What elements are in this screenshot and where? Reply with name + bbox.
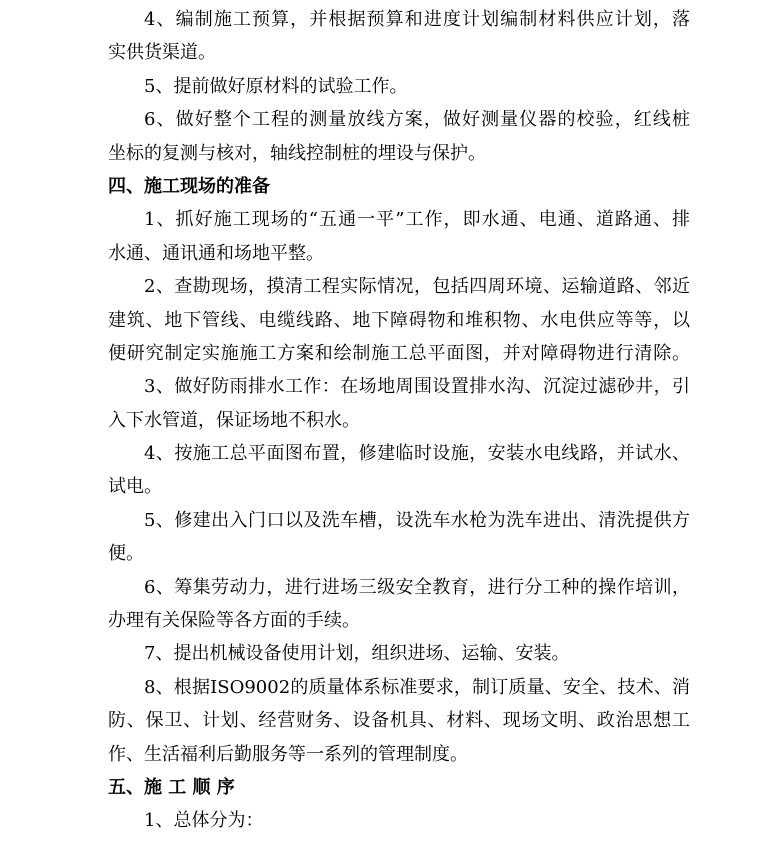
paragraph-line: 便研究制定实施施工方案和绘制施工总平面图，并对障碍物进行清除。 — [108, 342, 690, 364]
paragraph-line: 办理有关保险等各方面的手续。 — [108, 610, 360, 632]
paragraph-line: 作、生活福利后勤服务等一系列的管理制度。 — [108, 743, 468, 765]
document-body — [108, 3, 690, 838]
paragraph-line: 入下水管道，保证场地不积水。 — [108, 409, 360, 431]
paragraph-line: 1、总体分为： — [144, 810, 264, 832]
paragraph-line: 防、保卫、计划、经营财务、设备机具、材料、现场文明、政治思想工 — [108, 710, 690, 732]
paragraph-line: 2、查勘现场，摸清工程实际情况，包括四周环境、运输道路、邻近 — [144, 276, 690, 298]
paragraph-line: 坐标的复测与核对，轴线控制桩的埋设与保护。 — [108, 142, 486, 164]
paragraph-line: 1、抓好施工现场的“五通一平”工作，即水通、电通、道路通、排 — [144, 209, 690, 231]
paragraph-line: 建筑、地下管线、电缆线路、地下障碍物和堆积物、水电供应等等，以 — [108, 309, 690, 331]
paragraph-line: 6、做好整个工程的测量放线方案，做好测量仪器的校验，红线桩 — [144, 109, 690, 131]
paragraph-line: 8、根据ISO9002的质量体系标准要求，制订质量、安全、技术、消 — [144, 676, 690, 698]
paragraph-line: 试电。 — [108, 476, 162, 498]
paragraph-line: 实供货渠道。 — [108, 42, 216, 64]
paragraph-line: 5、修建出入门口以及洗车槽，设洗车水枪为洗车进出、清洗提供方 — [144, 509, 690, 531]
section-heading: 五、施 工 顺 序 — [108, 776, 235, 798]
paragraph-line: 便。 — [108, 543, 144, 565]
paragraph-line: 3、做好防雨排水工作：在场地周围设置排水沟、沉淀过滤砂井，引 — [144, 376, 690, 398]
paragraph-line: 水通、通讯通和场地平整。 — [108, 242, 324, 264]
paragraph-line: 4、按施工总平面图布置，修建临时设施，安装水电线路，并试水、 — [144, 443, 690, 465]
paragraph-line: 7、提出机械设备使用计划，组织进场、运输、安装。 — [144, 643, 570, 665]
paragraph-line: 4、编制施工预算，并根据预算和进度计划编制材料供应计划，落 — [144, 9, 690, 30]
section-heading: 四、施工现场的准备 — [108, 175, 270, 197]
paragraph-line: 5、提前做好原材料的试验工作。 — [144, 75, 408, 97]
paragraph-line: 6、筹集劳动力，进行进场三级安全教育，进行分工种的操作培训， — [144, 576, 690, 598]
